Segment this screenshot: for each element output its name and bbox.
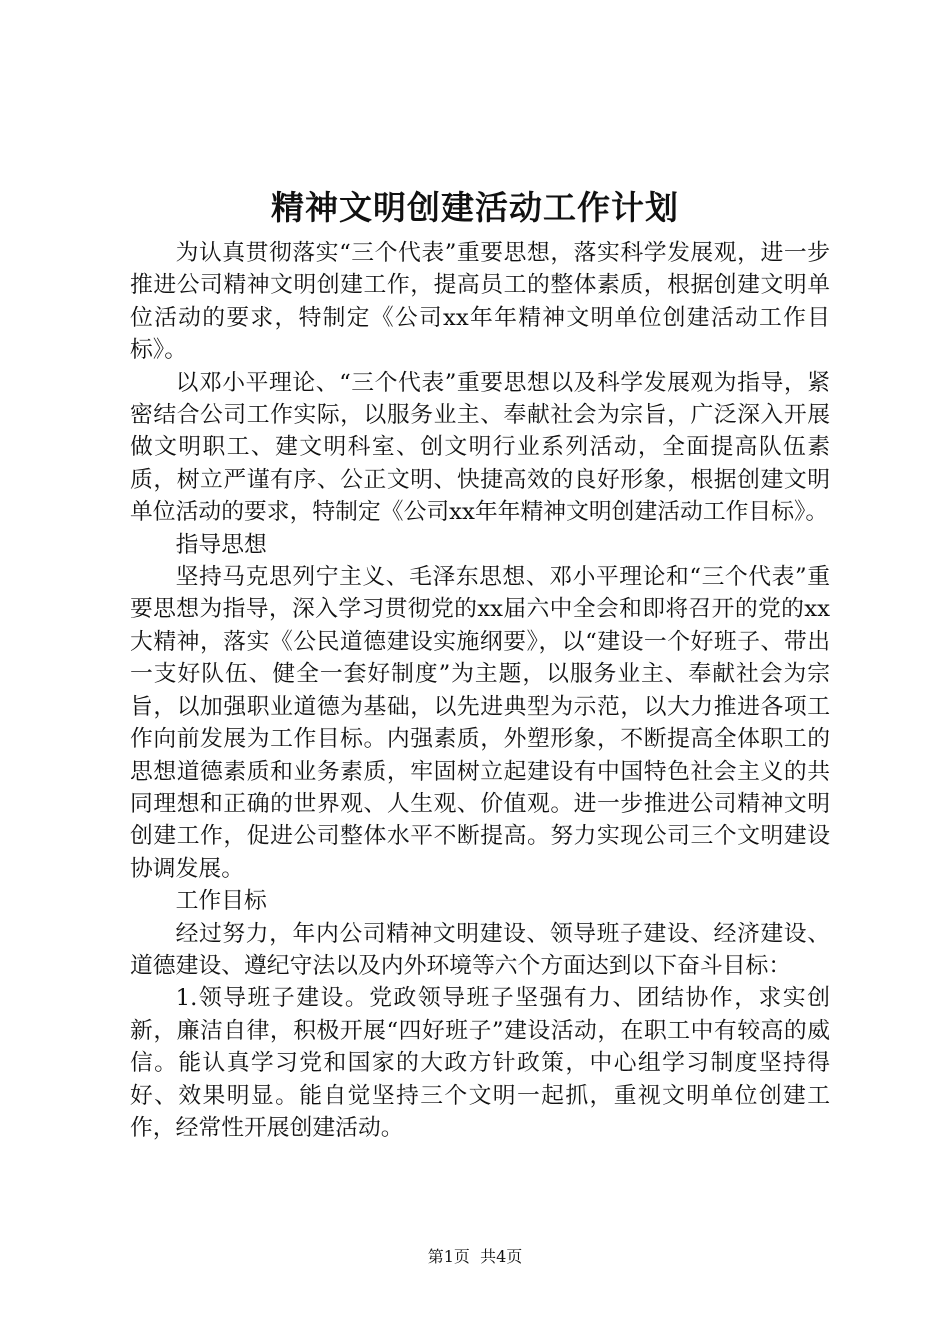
page-footer bbox=[0, 1245, 950, 1269]
document-body bbox=[130, 237, 830, 1144]
page-number: 第1页 bbox=[427, 1247, 470, 1266]
paragraph-guiding-thought: 坚持马克思列宁主义、毛泽东思想、邓小平理论和“三个代表”重要思想为指导，深入学习贯彻党的xx届六中全会和即将召开的党的xx大精神，落实《公民道德建设实施纲要》，以“建设一个好班子、带出一支好队伍、健全一套好制度”为主题，以服务业主、奉献社会为宗旨，以加强职业道德为基础，以先进典型为示范，以大力推进各项工作向前发展为工作目标。内强素质，外塑形象，不断提高全体职工的思想道德素质和业务素质，牢固树立起建设有中国特色社会主义的共同理想和正确的世界观、人生观、价值观。进一步推进公司精神文明创建工作，促进公司整体水平不断提高。努力实现公司三个文明建设协调发展。 bbox=[130, 564, 830, 882]
section-heading-work-goals: 工作目标 bbox=[175, 888, 267, 915]
paragraph-intro: 为认真贯彻落实“三个代表”重要思想，落实科学发展观，进一步推进公司精神文明创建工作，提高员工的整体素质，根据创建文明单位活动的要求，特制定《公司xx年年精神文明单位创建活动工作目标》。 bbox=[130, 240, 830, 364]
section-heading-guiding-thought: 指导思想 bbox=[175, 531, 267, 558]
paragraph-work-goals: 经过努力，年内公司精神文明建设、领导班子建设、经济建设、道德建设、遵纪守法以及内外环境等六个方面达到以下奋斗目标： bbox=[130, 920, 830, 979]
paragraph-guideline: 以邓小平理论、“三个代表”重要思想以及科学发展观为指导，紧密结合公司工作实际，以服务业主、奉献社会为宗旨，广泛深入开展做文明职工、建文明科室、创文明行业系列活动，全面提高队伍素质，树立严谨有序、公正文明、快捷高效的良好形象，根据创建文明单位活动的要求，特制定《公司xx年年精神文明创建活动工作目标》。 bbox=[130, 369, 830, 526]
paragraph-leadership: 1.领导班子建设。党政领导班子坚强有力、团结协作，求实创新，廉洁自律，积极开展“四好班子”建设活动，在职工中有较高的威信。能认真学习党和国家的大政方针政策，中心组学习制度坚持得好、效果明显。能自觉坚持三个文明一起抓，重视文明单位创建工作，经常性开展创建活动。 bbox=[130, 985, 830, 1141]
page-total: 共4页 bbox=[480, 1247, 523, 1266]
document-title: 精神文明创建活动工作计划 bbox=[271, 188, 679, 227]
